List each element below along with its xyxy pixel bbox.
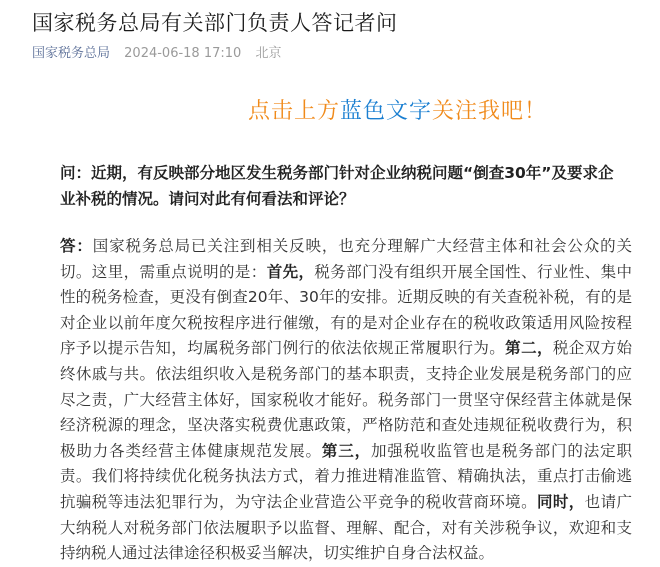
follow-banner-part1: 点击上方 <box>248 99 341 124</box>
source-link[interactable]: 国家税务总局 <box>32 46 111 61</box>
follow-banner <box>248 97 547 127</box>
follow-banner-part3: 关注我吧！ <box>432 99 548 124</box>
publish-time: 2024-06-18 17:10 <box>124 46 242 61</box>
answer-text-4: 加强税收监管也是税务部门的法定职责。我们将持续优化税务执法方式，着力推进精准监管、精确执法，重点打击偷逃抗骗税等违法犯罪行为，为守法企业营造公平竞争的税收营商环境。 <box>60 441 632 511</box>
answer-heading-third: 第三， <box>321 441 371 460</box>
answer-paragraph <box>60 234 632 567</box>
answer-text-1: 国家税务总局已关注到相关反映，也充分理解广大经营主体和社会公众的关切。这里，需重点说明的是： <box>60 237 632 281</box>
answer-heading-meanwhile: 同时， <box>536 492 585 511</box>
answer-heading-second: 第二， <box>505 339 553 358</box>
question-paragraph: 问：近期，有反映部分地区发生税务部门针对企业纳税问题“倒查30年”及要求企业补税的情况。请问对此有何看法和评论？ <box>60 164 614 208</box>
answer-text-5: 也请广大纳税人对税务部门依法履职予以监督、理解、配合，对有关涉税争议，欢迎和支持纳税人通过法律途径积极妥当解决，切实维护自身合法权益。 <box>60 492 632 563</box>
follow-banner-part2: 蓝色文字 <box>340 99 433 124</box>
article-meta <box>32 44 281 64</box>
answer-text-2: 税务部门没有组织开展全国性、行业性、集中性的税务检查，更没有倒查20年、30年的安排。近期反映的有关查税补税，有的是对企业以前年度欠税按程序进行催缴，有的是对企业存在的税收政策适用风险按程序予以提示告知，均属税务部门例行的依法依规正常履职行为。 <box>60 262 632 358</box>
answer-text-3: 税企双方始终休戚与共。依法组织收入是税务部门的基本职责，支持企业发展是税务部门的应尽之责，广大经营主体好，国家税收才能好。税务部门一贯坚守保经营主体就是保经济税源的理念，坚决落实税费优惠政策，严格防范和查处违规征税收费行为，积极助力各类经营主体健康规范发展。 <box>60 339 632 460</box>
publish-location: 北京 <box>255 46 282 61</box>
answer-heading-first: 首先， <box>266 262 315 281</box>
answer-lead: 答： <box>60 237 93 255</box>
article-title: 国家税务总局有关部门负责人答记者问 <box>32 11 398 35</box>
